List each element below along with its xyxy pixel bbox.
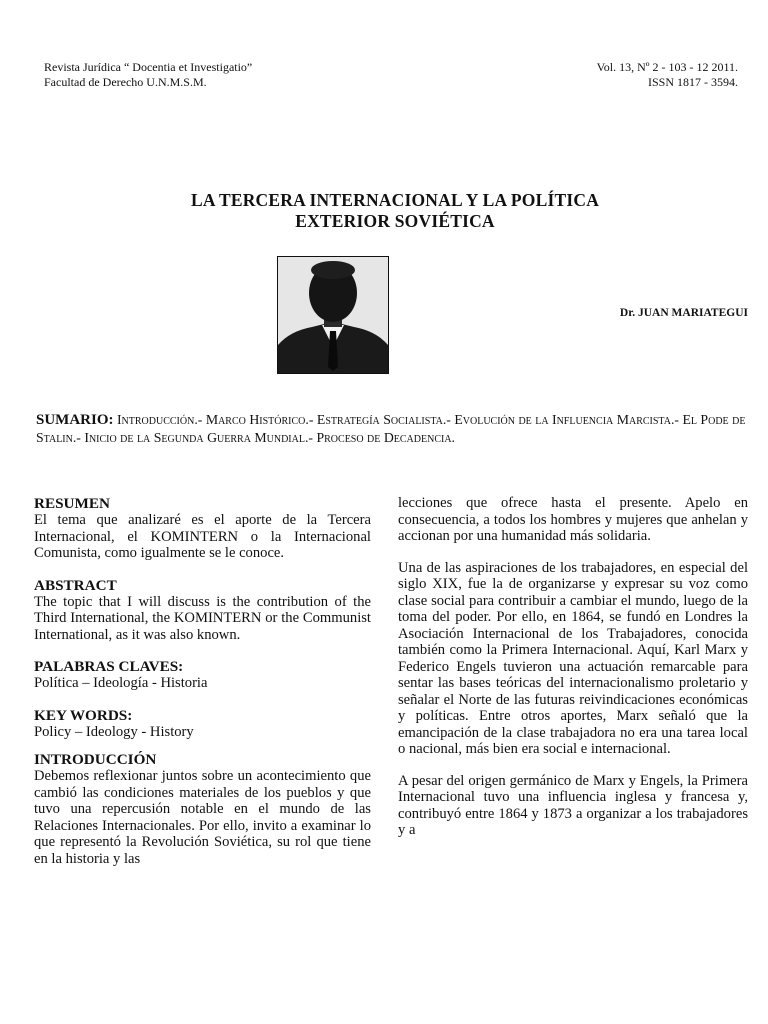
- palabras-claves-text: Política – Ideología - Historia: [34, 675, 208, 691]
- abstract-text: The topic that I will discuss is the contribution of the Third International, the KOMINTERN or the Communist International, as it was also known.: [34, 593, 371, 643]
- title-line-1: LA TERCERA INTERNACIONAL Y LA POLÍTICA: [190, 190, 600, 210]
- issue-header: [597, 60, 738, 90]
- journal-name: Revista Jurídica “ Docentia et Investigatio”: [44, 60, 253, 74]
- author-photo: [277, 256, 389, 374]
- author-portrait-image: [278, 257, 388, 373]
- right-column: [398, 495, 748, 839]
- issn: ISSN 1817 - 3594.: [647, 75, 738, 89]
- summary: [36, 411, 752, 446]
- article-title: [0, 190, 768, 232]
- faculty-name: Facultad de Derecho U.N.M.S.M.: [44, 75, 207, 89]
- summary-label: SUMARIO:: [36, 412, 114, 428]
- introduccion-heading: INTRODUCCIÓN: [34, 751, 157, 768]
- paragraph-2: Una de las aspiraciones de los trabajadores, en especial del siglo XIX, fue la de organizarse y expresar su voz como clase social para contribuir a cambiar el mundo, luego de la toma del poder. Por ello, en 1864, se fundó en Londres la Asociación Internacional de los Trabajadores, conocida también como la Primera Internacional. Aquí, Karl Marx y Federico Engels tuvieron una actuación remarcable para sentar las bases teóricas del internacionalismo proletario y señalar el Norte de las futuras reivindicaciones económicas y políticas. Entre otros aportes, Marx señaló que la emancipación de la clase trabajadora no era una tarea local o nacional, más bien era social e internacional.: [398, 559, 748, 757]
- journal-header: [44, 60, 252, 90]
- volume-info: Vol. 13, Nº 2 - 103 - 12 2011.: [596, 60, 738, 74]
- left-column: [34, 495, 371, 867]
- title-line-2: EXTERIOR SOVIÉTICA: [295, 211, 495, 231]
- palabras-claves-heading: PALABRAS CLAVES:: [34, 658, 184, 675]
- resumen-text: El tema que analizaré es el aporte de la Tercera Internacional, el KOMINTERN o la Internacional Comunista, como igualmente se le conoce.: [34, 512, 371, 561]
- paragraph-1: lecciones que ofrece hasta el presente. Apelo en consecuencia, a todos los hombres y mujeres que anhelan y accionan por una humanidad más solidaria.: [398, 495, 748, 544]
- paragraph-3: A pesar del origen germánico de Marx y Engels, la Primera Internacional tuvo una influencia inglesa y francesa y, contribuyó entre 1864 y 1873 a organizar a los trabajadores y a: [398, 772, 748, 838]
- abstract-heading: ABSTRACT: [34, 576, 117, 594]
- resumen-heading: RESUMEN: [34, 495, 110, 512]
- summary-text: Introducción.- Marco Histórico.- Estrategía Socialista.- Evolución de la Influencia Marcista.- El Pode de Stalin.- Inicio de la Segunda Guerra Mundial.- Proceso de Decadencia.: [36, 412, 746, 445]
- author-name: Dr. JUAN MARIATEGUI: [619, 307, 748, 319]
- keywords-heading: KEY WORDS:: [34, 706, 133, 724]
- introduccion-text: Debemos reflexionar juntos sobre un acontecimiento que cambió las condiciones materiales de los pueblos y que tuvo una repercusión notable en el mundo de las Relaciones Internacionales. Por ello, invito a examinar lo que representó la Revolución Soviética, su rol que tiene en la historia y las: [34, 768, 371, 867]
- keywords-text: Policy – Ideology - History: [34, 723, 194, 740]
